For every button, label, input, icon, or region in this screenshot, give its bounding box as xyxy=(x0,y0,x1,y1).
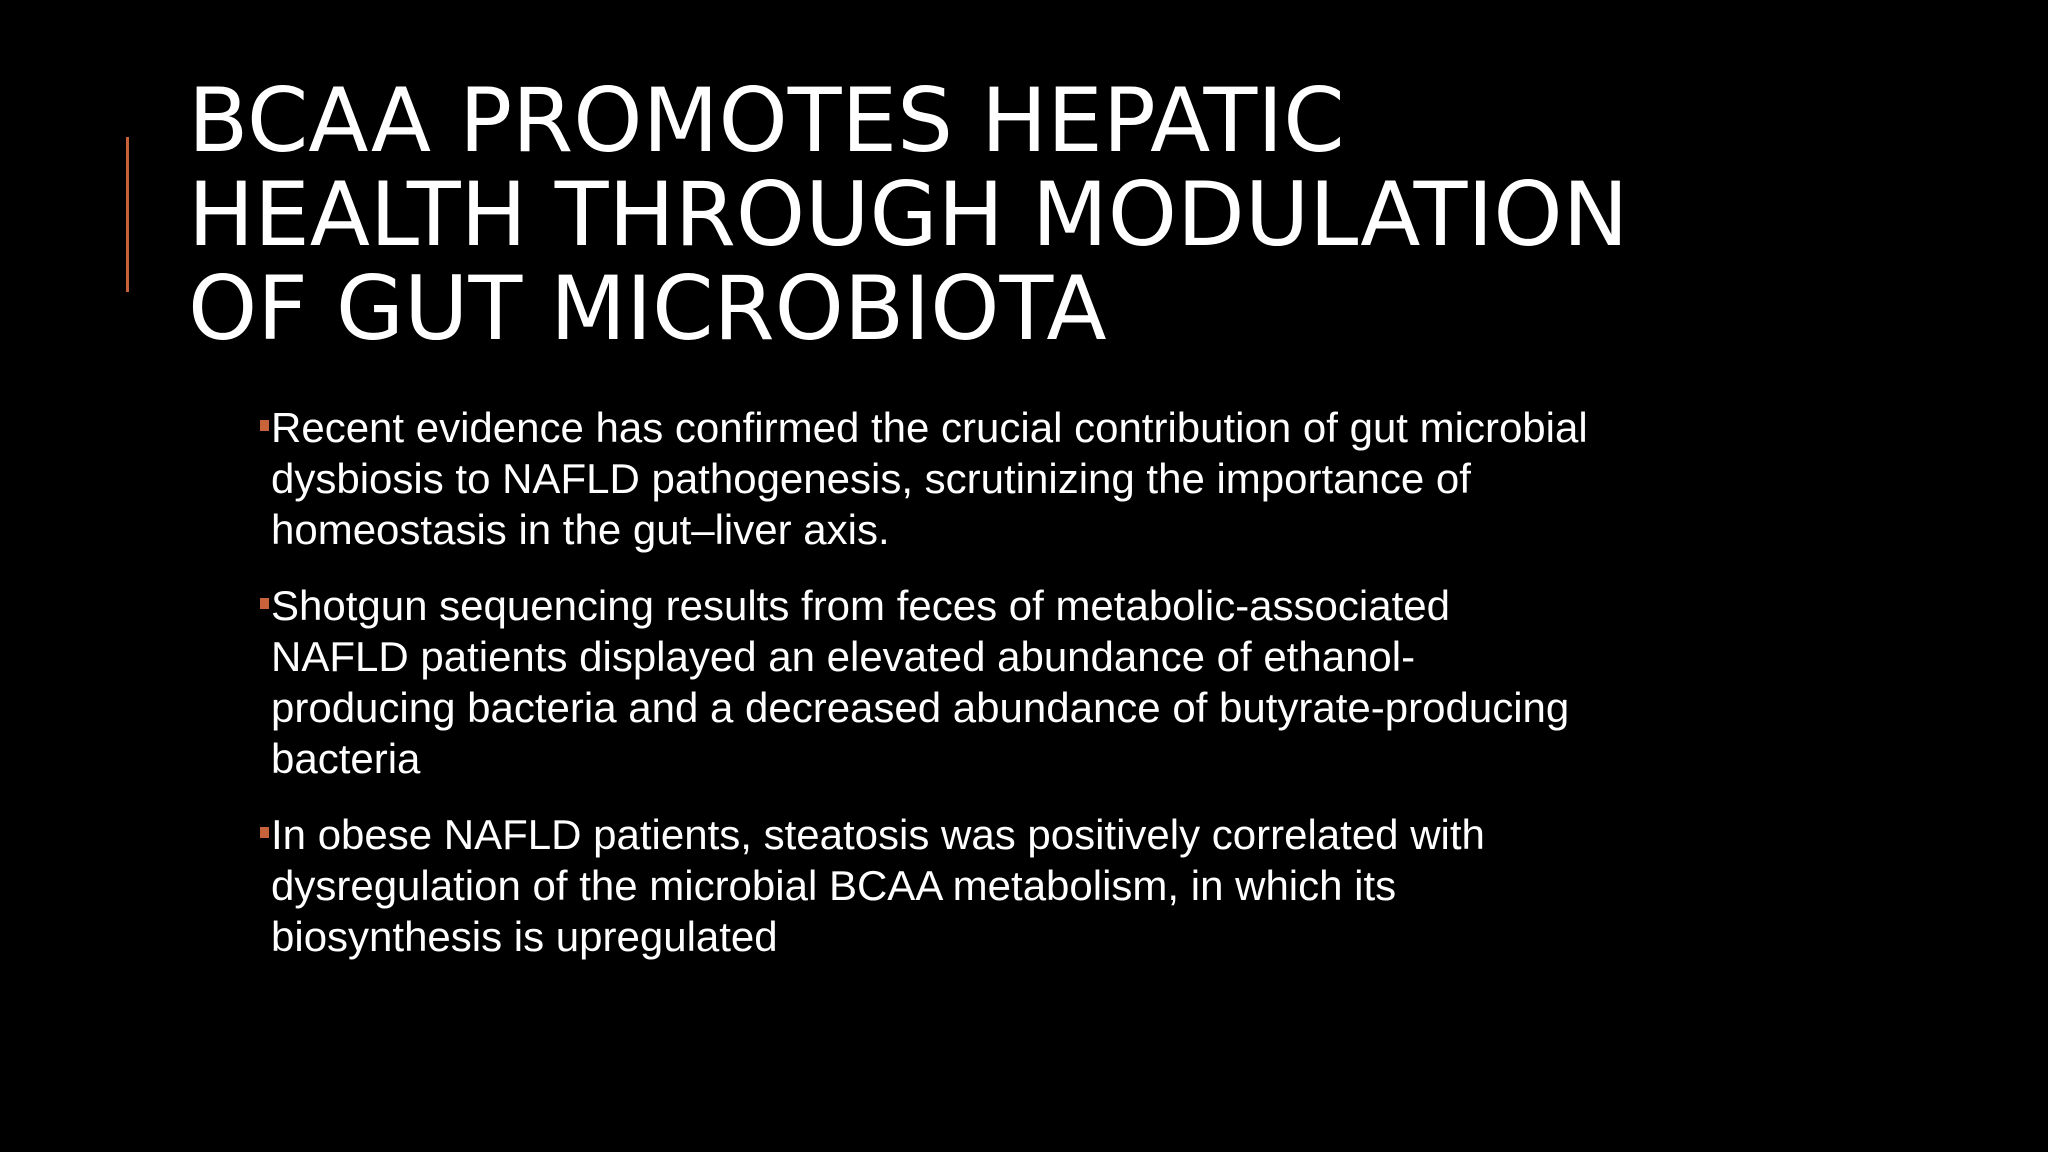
title-line: BCAA PROMOTES HEPATIC xyxy=(188,69,1345,172)
bullet-line: bacteria xyxy=(271,735,421,782)
title-accent-bar xyxy=(126,137,129,292)
bullet-line: Recent evidence has confirmed the crucial contribution of gut microbial xyxy=(271,404,1588,451)
bullet-line: NAFLD patients displayed an elevated abundance of ethanol- xyxy=(271,633,1416,680)
square-bullet-icon xyxy=(260,598,269,609)
bullet-line: dysregulation of the microbial BCAA metabolism, in which its xyxy=(271,862,1397,909)
slide-title xyxy=(188,69,1988,360)
bullet-line: Shotgun sequencing results from feces of metabolic-associated xyxy=(271,582,1450,629)
bullet-line: In obese NAFLD patients, steatosis was positively correlated with xyxy=(271,811,1485,858)
title-line: HEALTH THROUGH MODULATION xyxy=(188,163,1629,266)
bullet-list xyxy=(260,402,1820,987)
bullet-item xyxy=(260,402,1820,555)
title-line: OF GUT MICROBIOTA xyxy=(188,257,1107,360)
bullet-item xyxy=(260,580,1820,784)
bullet-line: dysbiosis to NAFLD pathogenesis, scrutinizing the importance of xyxy=(271,455,1471,502)
bullet-line: biosynthesis is upregulated xyxy=(271,913,778,960)
bullet-line: producing bacteria and a decreased abundance of butyrate-producing xyxy=(271,684,1570,731)
bullet-item xyxy=(260,809,1820,962)
square-bullet-icon xyxy=(260,827,269,838)
bullet-line: homeostasis in the gut–liver axis. xyxy=(271,506,890,553)
square-bullet-icon xyxy=(260,420,269,431)
